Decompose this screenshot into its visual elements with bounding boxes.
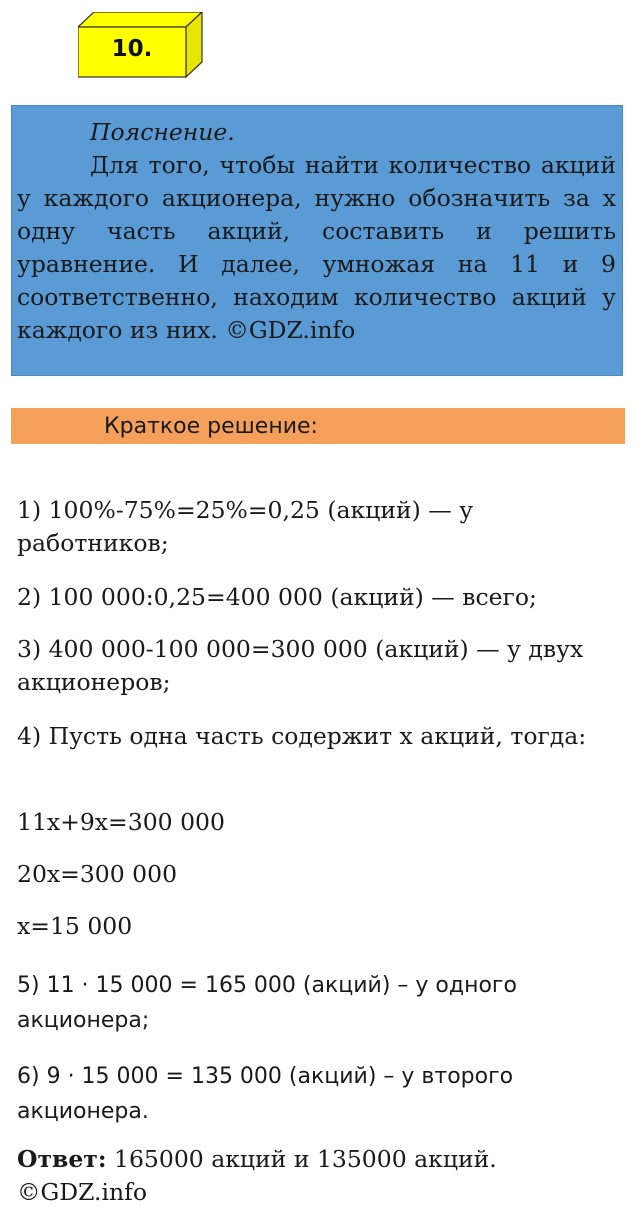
equation-2: 20х=300 000 [17,860,178,888]
answer [17,1143,627,1209]
step-2: 2) 100 000:0,25=400 000 (акций) — всего; [17,583,537,611]
equation-1: 11х+9х=300 000 [17,808,225,836]
task-number: 10. [111,36,153,62]
answer-label: Ответ: [17,1145,107,1173]
step-1: 1) 100%-75%=25%=0,25 (акций) — у работников; [17,496,474,557]
step-3: 3) 400 000-100 000=300 000 (акций) — у двух акционеров; [17,635,584,696]
brief-solution-header: Краткое решение: [11,408,625,444]
explanation-block [11,105,623,376]
explanation-text: Для того, чтобы найти количество акций у каждого акционера, нужно обозначить за х одну часть акций, составить и решить уравнение. И далее, умножая на 11 и 9 соответственно, находим количество акций у каждого из них. ©GDZ.info [17,151,616,344]
task-number-box [78,12,208,80]
step-5: 5) 11 · 15 000 = 165 000 (акций) – у одного акционера; [17,973,517,1033]
answer-text: 165000 акций и 135000 акций. ©GDZ.info [17,1145,497,1206]
explanation-title: Пояснение. [90,118,235,146]
equation-3: х=15 000 [17,912,133,940]
step-4: 4) Пусть одна часть содержит х акций, тогда: [17,722,587,750]
step-6: 6) 9 · 15 000 = 135 000 (акций) – у второго акционера. [17,1064,514,1124]
